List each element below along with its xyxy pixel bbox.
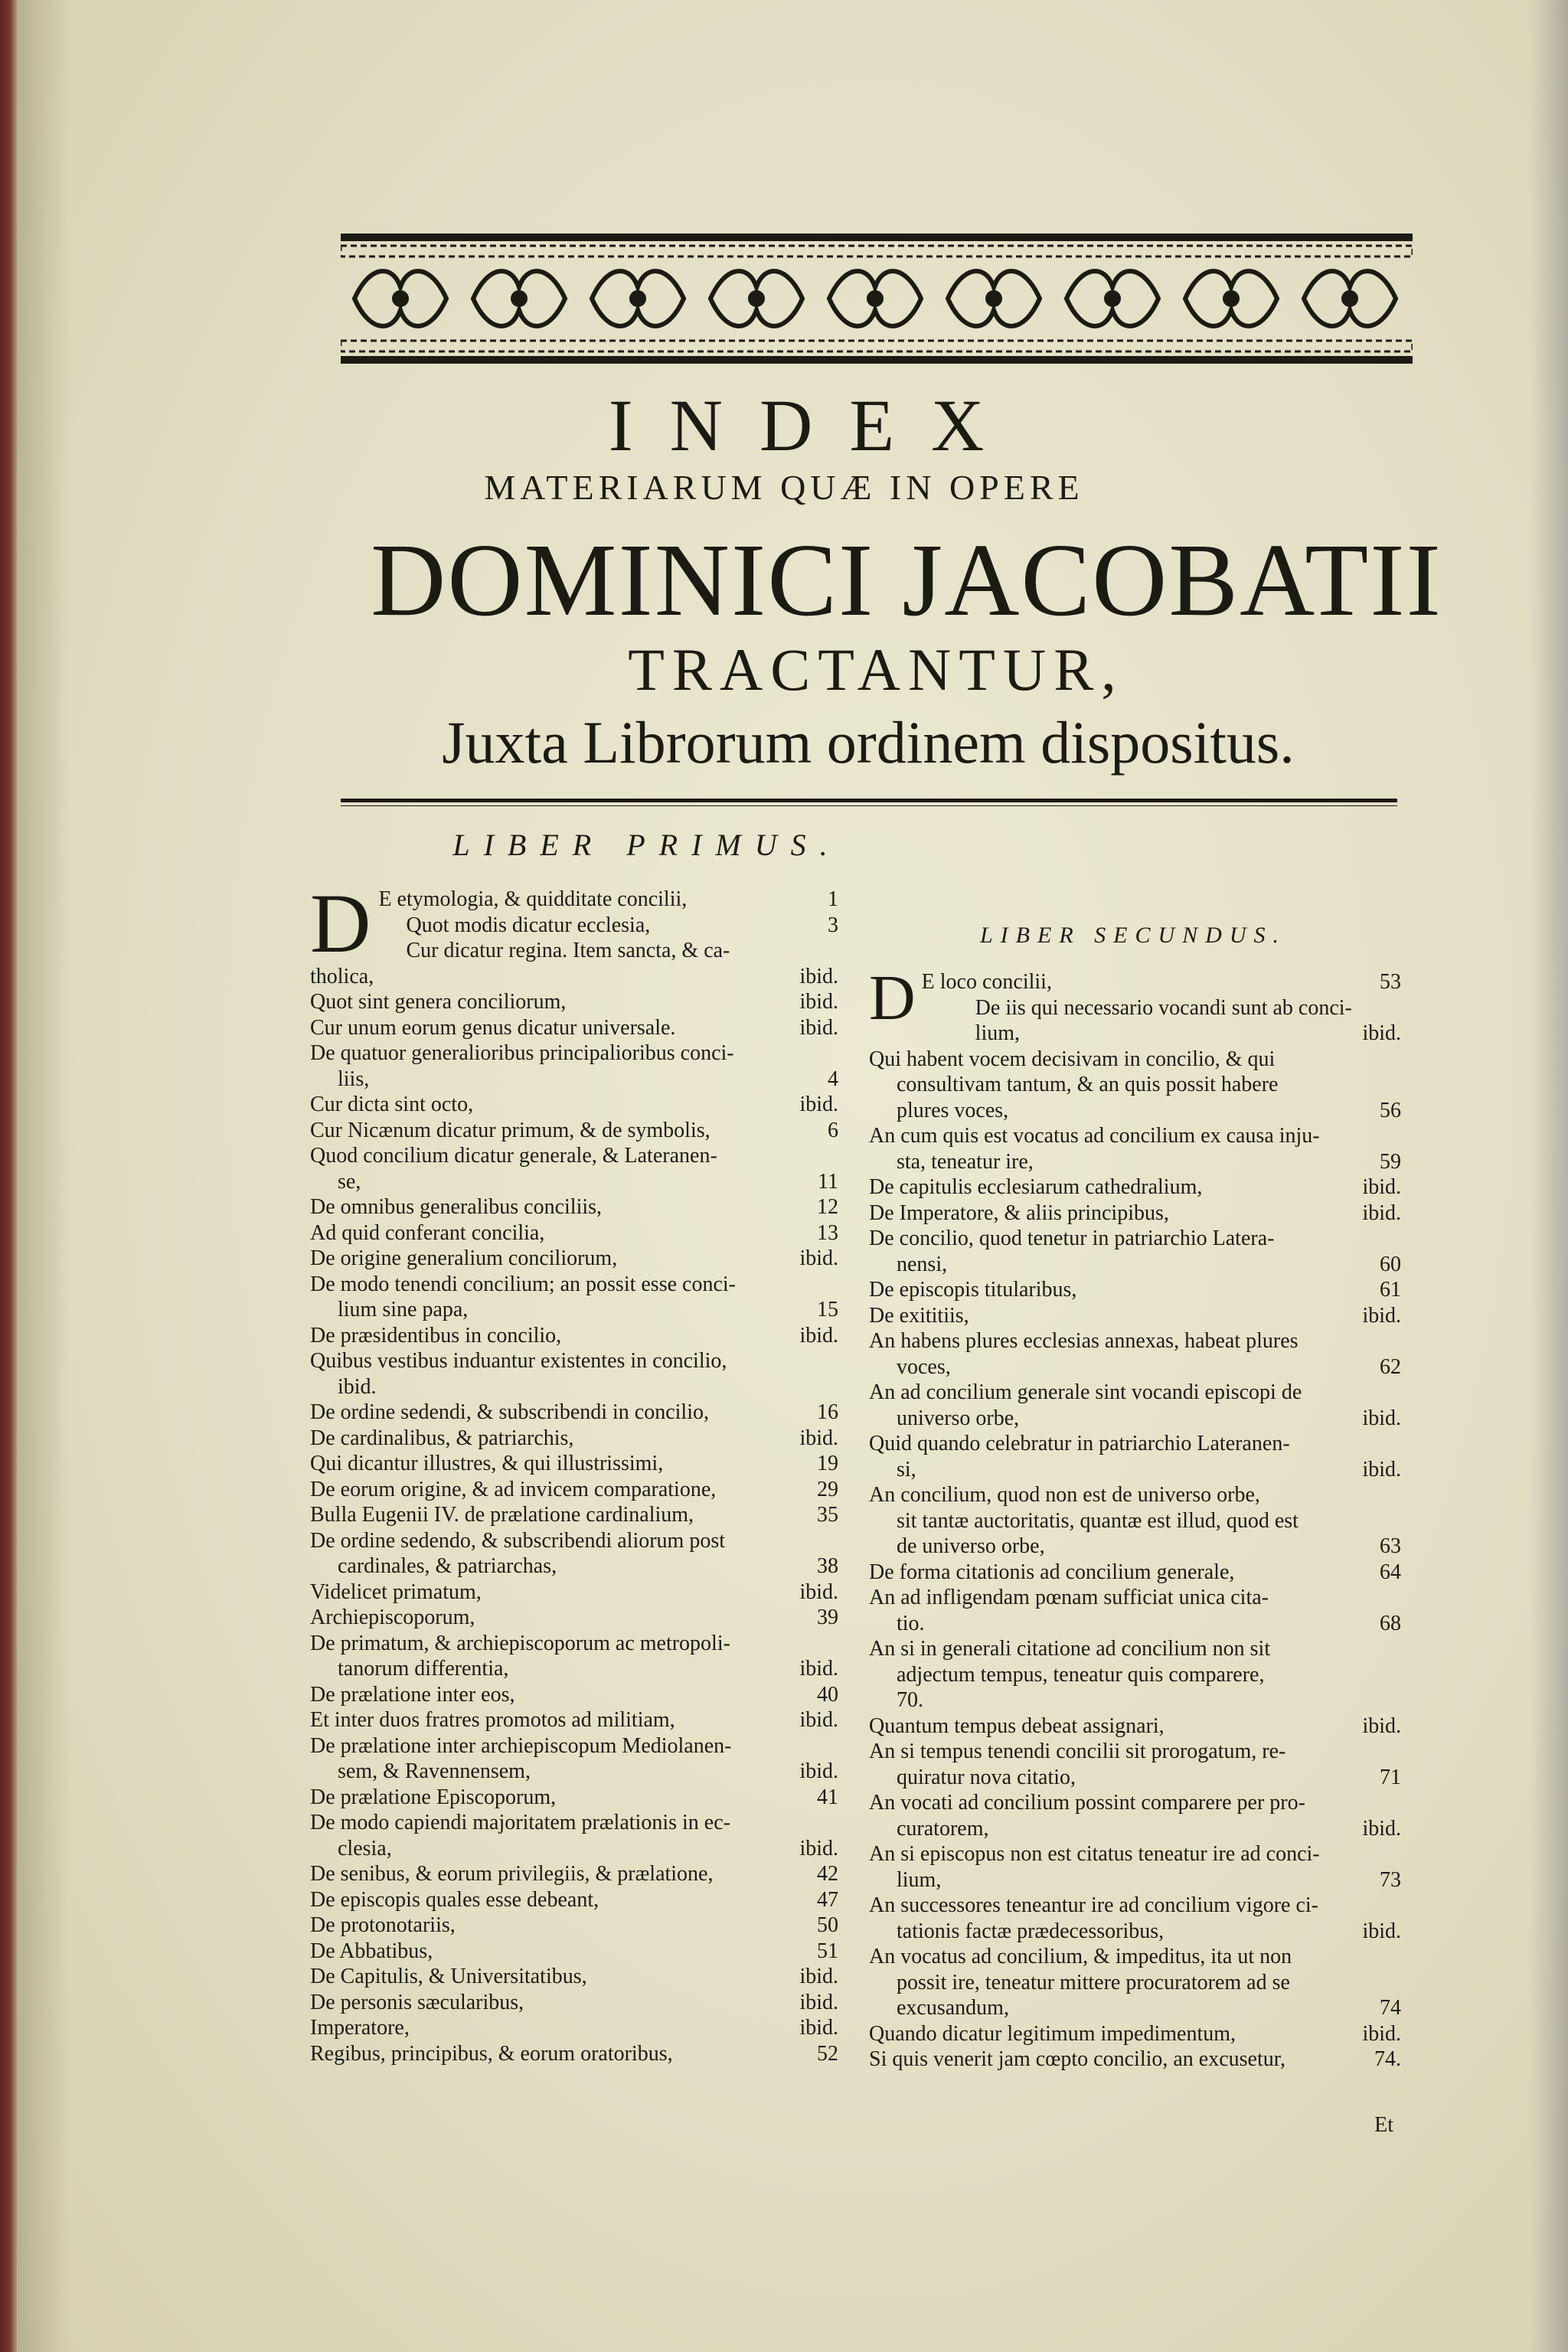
entry-page: 1: [828, 887, 838, 911]
index-entry: [869, 1252, 1401, 1278]
entry-text: Quot sint genera conciliorum,: [310, 990, 567, 1014]
entry-page: 35: [817, 1503, 838, 1527]
index-entry: [310, 1605, 838, 1631]
index-entry: [310, 1528, 838, 1554]
entry-text: possit ire, teneatur mittere procuratorem ad se: [897, 1970, 1290, 1994]
entry-page: ibid.: [799, 1246, 838, 1270]
entry-page: ibid.: [1362, 1816, 1401, 1841]
index-entry: [869, 1098, 1401, 1124]
entry-text: De prælatione inter eos,: [310, 1682, 515, 1707]
index-entry: [869, 1662, 1401, 1688]
entry-page: 74: [1380, 1996, 1401, 2020]
entry-page: ibid.: [799, 1657, 838, 1681]
index-entry: [869, 1585, 1401, 1611]
entry-page: 68: [1380, 1611, 1401, 1635]
entry-page: 4: [828, 1067, 838, 1091]
entry-text: De forma citationis ad concilium generale,: [869, 1560, 1235, 1584]
entry-text: Quot modis dicatur ecclesia,: [406, 913, 651, 937]
entry-text: De eorum origine, & ad invicem comparatione,: [310, 1477, 717, 1501]
entry-page: 51: [817, 1939, 838, 1963]
entry-page: ibid.: [1362, 1200, 1401, 1225]
index-entry: [310, 1502, 838, 1528]
entry-text: excusandum,: [897, 1996, 1009, 2020]
entry-page: ibid.: [799, 1015, 838, 1040]
index-entry: [869, 1611, 1401, 1637]
index-entry: [310, 1194, 838, 1220]
index-entry: [310, 1220, 838, 1246]
index-entry: [310, 1400, 838, 1426]
drop-cap: D: [310, 877, 371, 970]
entry-text: plures voces,: [897, 1098, 1009, 1122]
index-entry: [922, 1021, 1401, 1047]
entry-text: De Abbatibus,: [310, 1939, 433, 1963]
entry-text: Regibus, principibus, & eorum oratoribus,: [310, 2041, 673, 2066]
entry-text: An si in generali citatione ad concilium non sit: [869, 1637, 1271, 1661]
index-entry: [310, 1272, 838, 1298]
entry-page: ibid.: [799, 1759, 838, 1783]
entry-page: 38: [817, 1554, 838, 1578]
index-entry: [869, 1431, 1401, 1457]
entry-page: 41: [817, 1785, 838, 1809]
index-entry: [378, 913, 838, 939]
liber-primus-entries: [310, 913, 838, 2067]
liber-primus-column: [310, 877, 838, 2066]
index-entry: [869, 1303, 1401, 1329]
entry-text: An vocatus ad concilium, & impeditus, ita ut non: [869, 1945, 1292, 1968]
entry-page: 19: [817, 1452, 838, 1475]
entry-text: Et inter duos fratres promotos ad militiam,: [310, 1708, 675, 1732]
index-entry: [869, 1380, 1401, 1406]
entry-page: 56: [1380, 1098, 1401, 1122]
entry-text: tholica,: [310, 964, 374, 988]
entry-page: 3: [828, 913, 838, 937]
entry-text: De ordine sedendi, & subscribendi in concilio,: [310, 1400, 709, 1424]
entry-page: ibid.: [1362, 1175, 1401, 1199]
entry-text: Archiepiscoporum,: [310, 1606, 475, 1629]
entry-page: ibid.: [799, 1426, 838, 1450]
index-entry: [310, 1169, 838, 1195]
index-entry: [310, 964, 838, 990]
entry-text: universo orbe,: [897, 1406, 1020, 1430]
entry-page: 47: [817, 1887, 838, 1912]
entry-text: de universo orbe,: [897, 1534, 1045, 1558]
index-entry: [310, 1143, 838, 1169]
entry-page: 40: [817, 1682, 838, 1707]
entry-text: De modo tenendi concilium; an possit esse conci-: [310, 1272, 736, 1296]
index-entry: [869, 1816, 1401, 1842]
index-entry: [310, 1015, 838, 1041]
index-entry: [922, 969, 1401, 995]
entry-text: 70.: [897, 1688, 923, 1712]
index-subtitle: MATERIARUM QUÆ IN OPERE: [484, 468, 1084, 507]
index-entry: [310, 1785, 838, 1811]
page-gutter-shadow: [17, 0, 70, 2352]
entry-text: cardinales, & patriarchas,: [338, 1554, 557, 1578]
index-entry: [869, 1867, 1401, 1893]
index-entry: [310, 1451, 838, 1477]
entry-text: An si tempus tenendi concilii sit prorogatum, re-: [869, 1740, 1286, 1763]
entry-text: An si episcopus non est citatus teneatur ire ad conci-: [869, 1842, 1320, 1866]
entry-text: De concilio, quod tenetur in patriarchio Latera-: [869, 1227, 1275, 1250]
index-entry: [310, 1707, 838, 1733]
index-entry: [310, 1246, 838, 1272]
author-name: DOMINICI JACOBATII: [371, 523, 1442, 638]
liber-primus-heading: LIBER PRIMUS.: [452, 828, 841, 862]
entry-page: ibid.: [1362, 2021, 1401, 2046]
entry-page: 50: [817, 1913, 838, 1937]
index-entry: [310, 1092, 838, 1118]
entry-text: De primatum, & archiepiscoporum ac metropoli-: [310, 1631, 730, 1655]
entry-text: De origine generalium conciliorum,: [310, 1246, 618, 1270]
index-entry: [310, 1067, 838, 1093]
index-entry: [310, 1682, 838, 1708]
index-entry: [310, 1426, 838, 1452]
entry-text: An ad infligendam pœnam sufficiat unica cita-: [869, 1586, 1269, 1609]
entry-text: De personis sæcularibus,: [310, 1990, 524, 2014]
entry-text: An concilium, quod non est de universo orbe,: [869, 1483, 1260, 1507]
entry-page: 71: [1380, 1765, 1401, 1789]
index-entry: [869, 1790, 1401, 1816]
index-entry: [869, 1406, 1401, 1432]
index-entry: [310, 1631, 838, 1657]
entry-page: ibid.: [799, 1093, 838, 1116]
index-entry: [869, 1713, 1401, 1740]
entry-page: 11: [818, 1169, 838, 1194]
entry-text: De cardinalibus, & patriarchis,: [310, 1426, 574, 1450]
entry-page: 59: [1380, 1149, 1401, 1174]
index-entry: [869, 1457, 1401, 1483]
entry-page: ibid.: [799, 1990, 838, 2014]
index-entry: [310, 1733, 838, 1759]
index-entry: [869, 2047, 1401, 2073]
title-rule-thin: [341, 805, 1397, 806]
index-entry: [310, 1939, 838, 1965]
entry-text: De ordine sedendo, & subscribendi aliorum post: [310, 1528, 726, 1553]
entry-text: tanorum differentia,: [338, 1657, 509, 1681]
entry-page: 39: [817, 1606, 838, 1629]
entry-text: De episcopis titularibus,: [869, 1278, 1077, 1302]
index-entry: [310, 1964, 838, 1990]
index-entry: [869, 1739, 1401, 1765]
entry-text: Ad quid conferant concilia,: [310, 1220, 545, 1245]
index-entry: [869, 1072, 1401, 1098]
entry-text: Cur unum eorum genus dicatur universale.: [310, 1015, 676, 1040]
entry-page: ibid.: [799, 1708, 838, 1732]
entry-text: De quatuor generalioribus principalioribus conci-: [310, 1041, 734, 1065]
index-entry: [869, 2021, 1401, 2047]
entry-text: tio.: [897, 1611, 925, 1635]
index-entry: [310, 1553, 838, 1579]
index-entry: [310, 1477, 838, 1503]
tractantur-line: TRACTANTUR,: [628, 636, 1124, 703]
entry-text: De omnibus generalibus conciliis,: [310, 1195, 603, 1219]
entry-text: sit tantæ auctoritatis, quantæ est illud, quod est: [897, 1508, 1298, 1533]
entry-text: Quantum tempus debeat assignari,: [869, 1713, 1165, 1738]
entry-text: Quid quando celebratur in patriarchio Lateranen-: [869, 1432, 1290, 1455]
entry-page: ibid.: [1362, 1406, 1401, 1430]
index-entry: [869, 1765, 1401, 1791]
entry-text: quiratur nova citatio,: [897, 1765, 1076, 1789]
entry-text: sta, teneatur ire,: [897, 1149, 1034, 1174]
entry-page: 29: [817, 1477, 838, 1501]
entry-page: ibid.: [1362, 1713, 1401, 1738]
entry-page: 12: [817, 1195, 838, 1219]
entry-page: 64: [1380, 1560, 1401, 1584]
index-entry: [310, 1990, 838, 2016]
entry-page: 6: [828, 1118, 838, 1142]
index-entry: [869, 1841, 1401, 1867]
index-title: INDEX: [608, 384, 1021, 466]
entry-page: 74.: [1374, 2047, 1401, 2071]
entry-text: liis,: [338, 1067, 370, 1091]
entry-text: De Imperatore, & aliis principibus,: [869, 1200, 1169, 1225]
entry-text: E etymologia, & quidditate concilii,: [378, 887, 688, 911]
entry-text: De prælatione Episcoporum,: [310, 1785, 557, 1809]
ornamental-header-band: [341, 234, 1413, 364]
page-edge-shadow: [1530, 0, 1568, 2352]
index-entry: [310, 1810, 838, 1836]
entry-text: se,: [338, 1169, 361, 1194]
index-entry: [310, 989, 838, 1015]
title-rule: [341, 799, 1397, 802]
entry-text: De præsidentibus in concilio,: [310, 1323, 562, 1348]
entry-text: Quando dicatur legitimum impedimentum,: [869, 2021, 1236, 2046]
index-entry: [869, 1995, 1401, 2021]
index-entry: [378, 938, 838, 964]
liber-secundus-heading: LIBER SECUNDUS.: [980, 923, 1286, 948]
index-entry: [310, 2015, 838, 2041]
entry-text: Videlicet primatum,: [310, 1579, 482, 1604]
index-entry: [310, 2041, 838, 2067]
entry-text: sem, & Ravennensem,: [338, 1759, 531, 1783]
entry-page: 53: [1380, 970, 1401, 994]
index-entry: [310, 1323, 838, 1349]
index-entry: [310, 1759, 838, 1785]
liber-secundus-entries: [869, 995, 1401, 2073]
entry-text: Imperatore,: [310, 2016, 410, 2040]
entry-text: si,: [897, 1457, 916, 1481]
entry-text: An habens plures ecclesias annexas, habeat plures: [869, 1329, 1298, 1353]
index-entry: [310, 1836, 838, 1862]
index-entry: [310, 1374, 838, 1400]
index-entry: [310, 1348, 838, 1374]
entry-text: tationis factæ prædecessoribus,: [897, 1919, 1165, 1943]
index-entry: [869, 1687, 1401, 1713]
entry-text: De protonotariis,: [310, 1913, 456, 1937]
index-entry: [310, 1656, 838, 1682]
index-entry: [869, 1174, 1401, 1200]
entry-text: De capitulis ecclesiarum cathedralium,: [869, 1175, 1203, 1199]
entry-text: lium sine papa,: [338, 1298, 469, 1321]
entry-page: 73: [1380, 1867, 1401, 1892]
entry-text: An ad concilium generale sint vocandi episcopi de: [869, 1380, 1302, 1404]
index-entry: [869, 1226, 1401, 1252]
entry-page: ibid.: [799, 2016, 838, 2040]
entry-text: De exititiis,: [869, 1303, 969, 1328]
entry-text: Cur dicatur regina. Item sancta, & ca-: [406, 939, 730, 962]
index-entry: [869, 1200, 1401, 1227]
entry-page: ibid.: [799, 964, 838, 988]
entry-text: Qui dicantur illustres, & qui illustrissimi,: [310, 1452, 664, 1475]
index-entry: [310, 1913, 838, 1939]
index-entry: [869, 1149, 1401, 1175]
index-entry: [378, 887, 838, 913]
entry-page: ibid.: [1362, 1919, 1401, 1943]
entry-page: 62: [1380, 1354, 1401, 1379]
index-entry: [310, 1887, 838, 1913]
entry-text: lium,: [975, 1021, 1021, 1045]
index-entry: [869, 1944, 1401, 1970]
entry-page: 63: [1380, 1534, 1401, 1558]
entry-page: 60: [1380, 1252, 1401, 1276]
liber-secundus-column: [869, 962, 1401, 2073]
entry-text: curatorem,: [897, 1816, 989, 1841]
index-entry: [869, 1534, 1401, 1560]
entry-text: consultivam tantum, & an quis possit habere: [897, 1073, 1279, 1096]
entry-text: lium,: [897, 1867, 942, 1892]
entry-text: Cur Nicænum dicatur primum, & de symbolis,: [310, 1118, 710, 1142]
drop-cap: D: [869, 962, 916, 1034]
entry-text: Quibus vestibus induantur existentes in concilio,: [310, 1349, 727, 1373]
index-entry: [310, 1118, 838, 1144]
entry-page: 52: [817, 2041, 838, 2066]
entry-text: nensi,: [897, 1252, 948, 1276]
index-entry: [310, 1040, 838, 1067]
entry-page: 13: [817, 1220, 838, 1245]
index-entry: [869, 1354, 1401, 1380]
entry-text: An successores teneantur ire ad concilium vigore ci-: [869, 1893, 1319, 1917]
entry-text: Bulla Eugenii IV. de prælatione cardinalium,: [310, 1503, 694, 1527]
index-entry: [869, 1277, 1401, 1303]
entry-text: De modo capiendi majoritatem prælationis in ec-: [310, 1811, 730, 1834]
entry-text: voces,: [897, 1354, 951, 1379]
index-entry: [869, 1970, 1401, 1996]
entry-page: 42: [817, 1862, 838, 1886]
entry-page: 61: [1380, 1278, 1401, 1302]
catchword: Et: [1374, 2113, 1393, 2137]
entry-text: clesia,: [338, 1836, 392, 1860]
index-entry: [869, 1560, 1401, 1586]
entry-text: De prælatione inter archiepiscopum Mediolanen-: [310, 1733, 732, 1758]
index-entry: [869, 1123, 1401, 1149]
entry-text: De senibus, & eorum privilegiis, & prælatione,: [310, 1862, 714, 1886]
entry-page: ibid.: [1362, 1303, 1401, 1328]
juxta-line: Juxta Librorum ordinem dispositus.: [442, 709, 1295, 776]
entry-text: Cur dicta sint octo,: [310, 1093, 474, 1116]
index-entry: [869, 1919, 1401, 1945]
index-entry: [869, 1893, 1401, 1919]
entry-text: De Capitulis, & Universitatibus,: [310, 1965, 587, 1988]
entry-page: ibid.: [799, 1579, 838, 1604]
entry-text: Qui habent vocem decisivam in concilio, & qui: [869, 1047, 1276, 1071]
index-entry: [869, 1508, 1401, 1534]
entry-text: Quod concilium dicatur generale, & Lateranen-: [310, 1144, 717, 1168]
entry-text: De episcopis quales esse debeant,: [310, 1887, 599, 1912]
index-entry: [869, 1482, 1401, 1508]
entry-page: ibid.: [1362, 1457, 1401, 1481]
entry-page: 15: [817, 1298, 838, 1321]
entry-text: ibid.: [338, 1374, 377, 1399]
entry-text: De iis qui necessario vocandi sunt ab conci-: [975, 995, 1352, 1020]
entry-page: ibid.: [799, 1323, 838, 1348]
index-entry: [869, 1328, 1401, 1354]
entry-text: Si quis venerit jam cœpto concilio, an excusetur,: [869, 2047, 1285, 2071]
entry-page: ibid.: [799, 1965, 838, 1988]
book-binding-edge: [0, 0, 17, 2352]
entry-text: An cum quis est vocatus ad concilium ex causa inju-: [869, 1124, 1320, 1148]
index-entry: [869, 1047, 1401, 1073]
index-entry: [310, 1579, 838, 1606]
entry-text: E loco concilii,: [921, 970, 1052, 994]
entry-page: 16: [817, 1400, 838, 1424]
index-entry: [310, 1297, 838, 1323]
index-entry: [922, 995, 1401, 1021]
entry-text: adjectum tempus, teneatur quis comparere,: [897, 1662, 1265, 1687]
index-entry: [869, 1636, 1401, 1662]
entry-page: ibid.: [799, 1836, 838, 1860]
entry-page: ibid.: [1362, 1021, 1401, 1045]
entry-text: An vocati ad concilium possint comparere per pro-: [869, 1791, 1305, 1815]
index-entry: [310, 1861, 838, 1887]
entry-page: ibid.: [799, 990, 838, 1014]
